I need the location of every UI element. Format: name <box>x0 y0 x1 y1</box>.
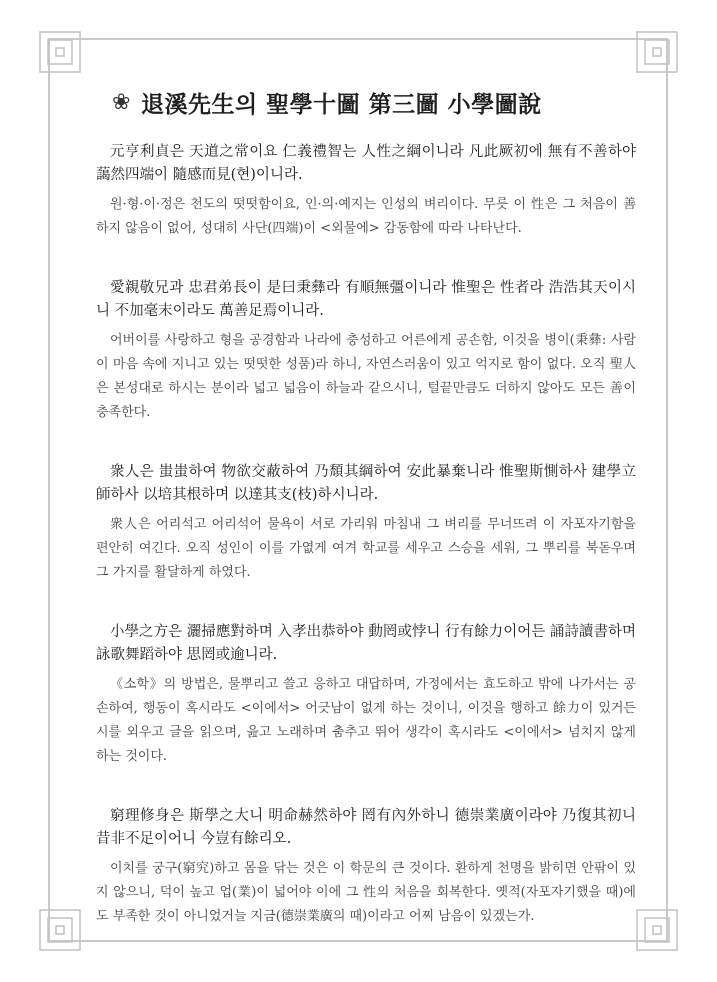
translation-text: 《소학》의 방법은, 물뿌리고 쓸고 응하고 대답하며, 가정에서는 효도하고 밖에 나가서는 공손하여, 행동이 혹시라도 <이에서> 어긋남이 없게 하는 것이니, 이것을 행하고 餘力이 있거든 시를 외우고 글을 읽으며, 읊고 노래하며 춤추고 뛰어 생각이 혹시라도 <이에서> 넘치지 않게 하는 것이다. <box>96 677 636 764</box>
corner-ornament-top-left <box>38 30 82 74</box>
passage-4 <box>96 621 636 769</box>
original-text: 衆人은 蚩蚩하여 物欲交蔽하여 乃頹其綱하여 安此暴棄니라 惟聖斯惻하사 建學立師하사 以培其根하며 以達其支(枝)하시니라. <box>96 464 636 503</box>
passage-1 <box>96 141 636 241</box>
flower-ornament-icon: ❀ <box>112 90 131 115</box>
original-text: 愛親敬兄과 忠君弟長이 是曰秉彝라 有順無彊이니라 惟聖은 性者라 浩浩其天이시니 不加毫末이라도 萬善足焉이니라. <box>96 280 636 319</box>
translation-text: 이치를 궁구(窮究)하고 몸을 닦는 것은 이 학문의 큰 것이다. 환하게 천명을 밝히면 안팎이 있지 않으니, 덕이 높고 업(業)이 넓어야 이에 그 性의 처음을 회복한다. 옛적(자포자기했을 때)에도 부족한 것이 아니었거늘 지금(德崇業廣의 때)이라고 어찌 남음이 있겠는가. <box>96 861 636 924</box>
passage-5 <box>96 805 636 929</box>
original-text: 小學之方은 灑掃應對하며 入孝出恭하야 動罔或悖니 行有餘力이어든 誦詩讀書하며 詠歌舞蹈하야 思罔或逾니라. <box>96 624 636 663</box>
translation-text: 원·형·이·정은 천도의 떳떳함이요, 인·의·예지는 인성의 벼리이다. 무릇 이 性은 그 처음이 善하지 않음이 없어, 성대히 사단(四端)이 <외물에> 감동함에 따라 나타난다. <box>96 197 636 236</box>
passage-3 <box>96 461 636 585</box>
original-text: 窮理修身은 斯學之大니 明命赫然하야 罔有內外하니 德崇業廣이라야 乃復其初니 昔非不足이어니 今豈有餘리오. <box>96 808 636 847</box>
corner-ornament-bottom-right <box>635 908 679 952</box>
translation-text: 衆人은 어리석고 어리석어 물욕이 서로 가리워 마침내 그 벼리를 무너뜨려 이 자포자기함을 편안히 여긴다. 오직 성인이 이를 가엾게 여겨 학교를 세우고 스승을 세워, 그 뿌리를 북돋우며 그 가지를 활달하게 하였다. <box>96 517 636 580</box>
page-title-text: 退溪先生의 聖學十圖 第三圖 小學圖說 <box>140 91 542 118</box>
page-title <box>112 86 636 119</box>
translation-text: 어버이를 사랑하고 형을 공경함과 나라에 충성하고 어른에게 공손함, 이것을 병이(秉彝: 사람이 마음 속에 지니고 있는 떳떳한 성품)라 하니, 자연스러움이 있고 억지로 함이 없다. 오직 聖人은 본성대로 하시는 분이라 넓고 넓음이 하늘과 같으시니, 털끝만큼도 더하지 않아도 모든 善이 충족한다. <box>96 333 636 420</box>
passage-2 <box>96 277 636 425</box>
corner-ornament-top-right <box>635 30 679 74</box>
corner-ornament-bottom-left <box>38 908 82 952</box>
original-text: 元亨利貞은 天道之常이요 仁義禮智는 人性之綱이니라 凡此厥初에 無有不善하야 藹然四端이 隨感而見(현)이니라. <box>96 144 636 183</box>
document-body <box>96 86 636 965</box>
